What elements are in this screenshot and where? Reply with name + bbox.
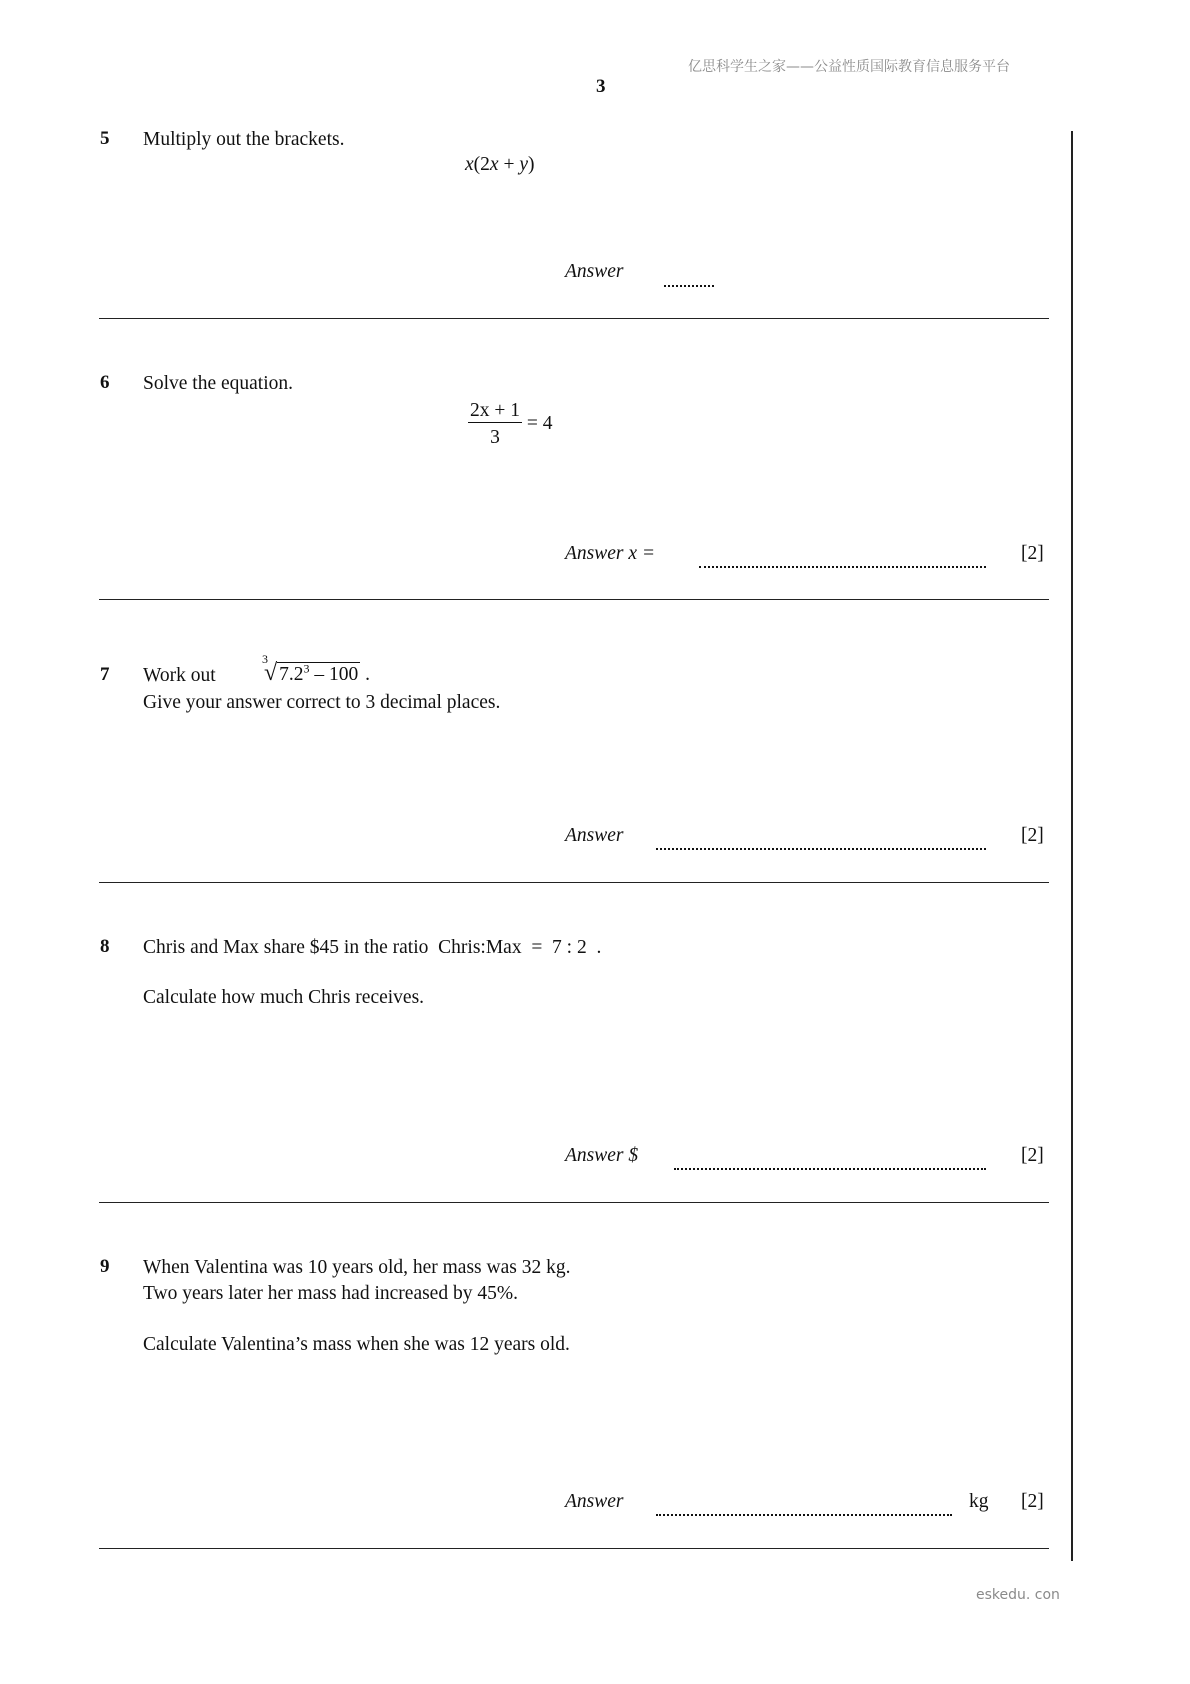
root-index: 3 — [262, 652, 268, 666]
divider-6 — [99, 599, 1049, 600]
question-6-equation — [468, 400, 553, 449]
question-7-number: 7 — [100, 664, 110, 685]
question-6-answer-line[interactable] — [699, 556, 986, 568]
question-5-answer-label: Answer — [565, 261, 624, 282]
divider-5 — [99, 318, 1049, 319]
question-8-statement: Chris and Max share $45 in the ratio Chris:Max = 7 : 2 . — [143, 937, 602, 958]
question-9-unit: kg — [969, 1491, 989, 1512]
question-5-number: 5 — [100, 128, 110, 149]
question-6-prompt: Solve the equation. — [143, 373, 294, 394]
question-9-answer-line[interactable] — [656, 1504, 952, 1516]
question-7-marks: [2] — [1021, 825, 1044, 846]
divider-8 — [99, 1202, 1049, 1203]
question-8-number: 8 — [100, 936, 110, 957]
question-7-root-expression: 3 √ $7.2^3 - 100$ . — [262, 652, 371, 686]
question-7-answer-label: Answer — [565, 825, 624, 846]
question-7-instruction: Give your answer correct to 3 decimal places. — [143, 692, 501, 713]
watermark-header: 亿思科学生之家——公益性质国际教育信息服务平台 — [688, 59, 1010, 75]
question-8-instruction: Calculate how much Chris receives. — [143, 987, 425, 1008]
margin-line — [1071, 131, 1073, 1561]
radical-icon: √ — [264, 660, 278, 686]
question-7-prompt: Work out — [143, 665, 216, 686]
question-9-marks: [2] — [1021, 1491, 1044, 1512]
question-9-line-2: Two years later her mass had increased by 45%. — [143, 1283, 518, 1304]
question-8-answer-label: Answer $ — [565, 1145, 639, 1166]
divider-7 — [99, 882, 1049, 883]
question-9-line-1: When Valentina was 10 years old, her mass was 32 kg. — [143, 1257, 571, 1278]
question-6-answer-label: Answer x = — [565, 543, 656, 564]
question-5-answer-line[interactable] — [664, 275, 714, 287]
question-6-marks: [2] — [1021, 543, 1044, 564]
question-6-number: 6 — [100, 372, 110, 393]
question-7-answer-line[interactable] — [656, 838, 986, 850]
footer-site: eskedu. con — [976, 1587, 1060, 1603]
page-number: 3 — [596, 76, 606, 97]
question-5-prompt: Multiply out the brackets. — [143, 129, 345, 150]
fraction-numerator: 2x + 1 — [470, 400, 520, 421]
question-8-answer-line[interactable] — [674, 1158, 986, 1170]
divider-9 — [99, 1548, 1049, 1549]
fraction-denominator: 3 — [490, 427, 500, 448]
question-8-marks: [2] — [1021, 1145, 1044, 1166]
question-9-instruction: Calculate Valentina’s mass when she was 12 years old. — [143, 1334, 570, 1355]
question-5-expression: x(2x + y) — [465, 154, 535, 175]
question-9-number: 9 — [100, 1256, 110, 1277]
question-9-answer-label: Answer — [565, 1491, 624, 1512]
equation-rhs: = 4 — [526, 412, 553, 434]
